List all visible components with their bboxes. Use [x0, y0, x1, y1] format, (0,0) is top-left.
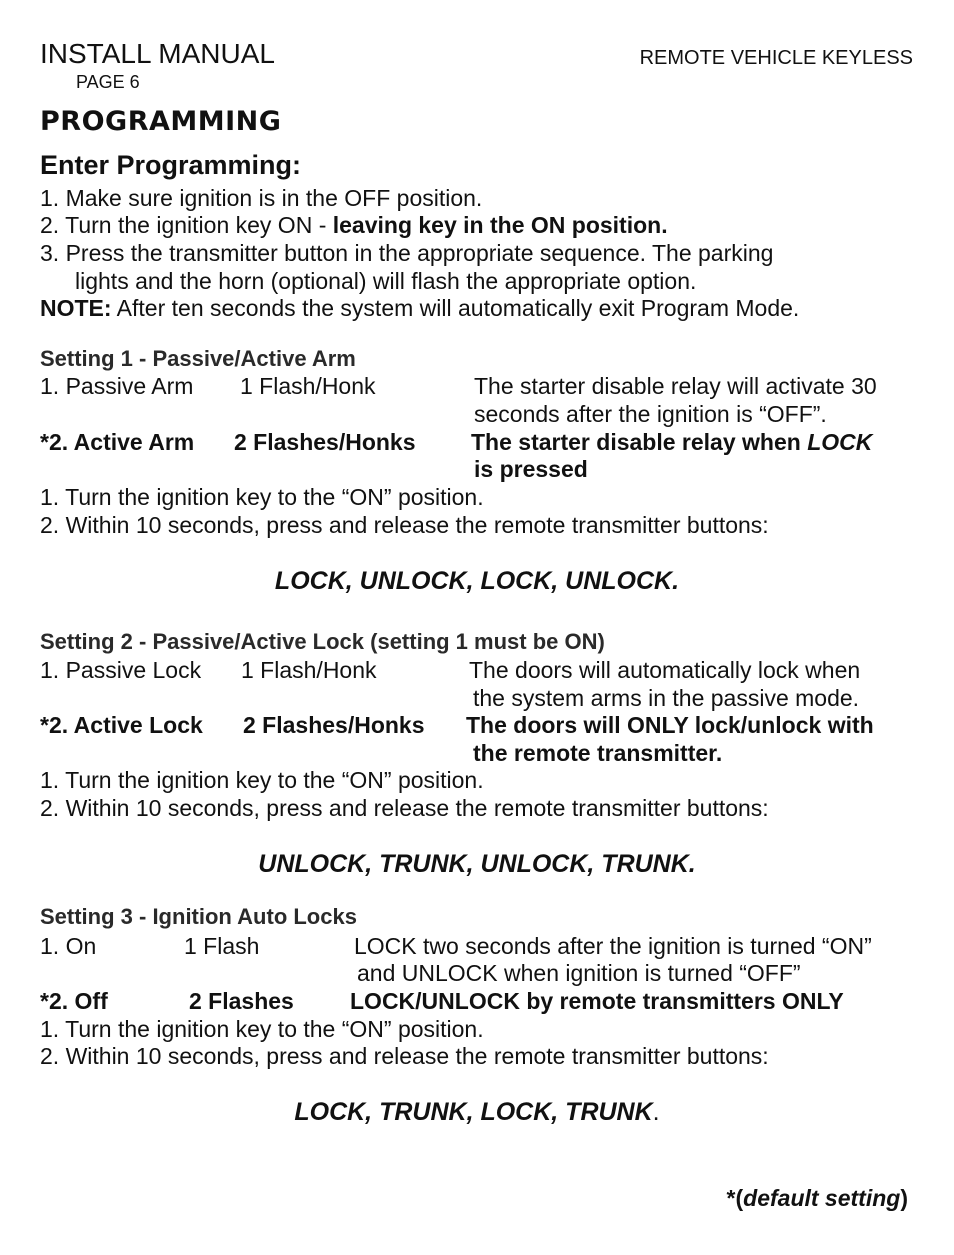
setting-3-opt-2-name: *2. Off — [40, 988, 108, 1014]
setting-3-sequence-period: . — [652, 1098, 660, 1126]
setting-1-opt-2-name: *2. Active Arm — [40, 429, 195, 455]
manual-title: INSTALL MANUAL — [40, 38, 275, 69]
setting-3-opt-2-desc: LOCK/UNLOCK by remote transmitters ONLY — [350, 988, 844, 1014]
note-text: After ten seconds the system will automatically exit Program Mode. — [111, 295, 800, 321]
setting-3-step-1: 1. Turn the ignition key to the “ON” position. — [40, 1016, 484, 1042]
setting-1-opt-1-signal: 1 Flash/Honk — [240, 373, 376, 399]
note-label: NOTE: — [40, 295, 112, 321]
footnote-prefix: *( — [726, 1185, 744, 1211]
enter-step-2-emphasis: leaving key in the ON position. — [332, 212, 668, 238]
setting-2-opt-2-name: *2. Active Lock — [40, 712, 203, 738]
enter-step-2-text: 2. Turn the ignition key ON - — [40, 212, 333, 238]
page-number: PAGE 6 — [76, 72, 140, 92]
setting-1-opt-1-name: 1. Passive Arm — [40, 373, 194, 399]
enter-step-2 — [40, 211, 668, 239]
default-setting-footnote — [727, 1184, 908, 1212]
setting-2-sequence: UNLOCK, TRUNK, UNLOCK, TRUNK. — [258, 850, 696, 878]
enter-programming-heading: Enter Programming: — [40, 150, 302, 180]
setting-3-title: Setting 3 - Ignition Auto Locks — [40, 904, 357, 929]
setting-2-step-2: 2. Within 10 seconds, press and release the remote transmitter buttons: — [40, 795, 769, 821]
setting-1-opt-2-desc-lock: LOCK — [807, 429, 873, 455]
footnote-text: default setting — [743, 1185, 901, 1211]
setting-3-opt-1-signal: 1 Flash — [184, 933, 260, 959]
setting-1-opt-2-desc-2: is pressed — [474, 456, 588, 482]
setting-2-opt-1-desc-1: The doors will automatically lock when — [469, 657, 861, 683]
setting-3-opt-1-desc-1: LOCK two seconds after the ignition is turned “ON” — [354, 933, 872, 959]
enter-step-1: 1. Make sure ignition is in the OFF position. — [40, 185, 483, 211]
setting-3-opt-1-desc-2: and UNLOCK when ignition is turned “OFF” — [357, 960, 801, 986]
setting-2-opt-2-desc-1: The doors will ONLY lock/unlock with — [466, 712, 874, 738]
setting-3-opt-2-signal: 2 Flashes — [189, 988, 294, 1014]
setting-1-opt-1-desc-2: seconds after the ignition is “OFF”. — [474, 401, 827, 427]
enter-step-3-line-2: lights and the horn (optional) will flash the appropriate option. — [75, 268, 697, 294]
setting-3-opt-1-name: 1. On — [40, 933, 97, 959]
setting-2-opt-2-desc-2: the remote transmitter. — [473, 740, 723, 766]
setting-1-step-1: 1. Turn the ignition key to the “ON” position. — [40, 484, 484, 510]
footnote-suffix: ) — [900, 1185, 908, 1211]
setting-2-opt-1-desc-2: the system arms in the passive mode. — [473, 685, 860, 711]
setting-1-opt-2-desc-text: The starter disable relay when — [471, 429, 808, 455]
setting-2-title: Setting 2 - Passive/Active Lock (setting 1 must be ON) — [40, 629, 605, 654]
setting-3-sequence — [0, 1098, 954, 1127]
enter-step-3-line-1: 3. Press the transmitter button in the appropriate sequence. The parking — [40, 240, 774, 266]
setting-2-step-1: 1. Turn the ignition key to the “ON” position. — [40, 767, 484, 793]
note — [40, 294, 799, 322]
setting-1-opt-2-signal: 2 Flashes/Honks — [234, 429, 416, 455]
setting-1-sequence: LOCK, UNLOCK, LOCK, UNLOCK. — [274, 567, 680, 595]
setting-1-opt-1-desc-1: The starter disable relay will activate 30 — [474, 373, 877, 399]
setting-2-opt-1-name: 1. Passive Lock — [40, 657, 202, 683]
setting-1-opt-2-desc-1 — [471, 428, 872, 456]
setting-1-title: Setting 1 - Passive/Active Arm — [40, 346, 356, 371]
setting-2-opt-2-signal: 2 Flashes/Honks — [243, 712, 425, 738]
setting-2-opt-1-signal: 1 Flash/Honk — [241, 657, 377, 683]
setting-3-step-2: 2. Within 10 seconds, press and release the remote transmitter buttons: — [40, 1043, 769, 1069]
setting-3-sequence-text: LOCK, TRUNK, LOCK, TRUNK — [294, 1098, 653, 1126]
section-title: PROGRAMMING — [40, 106, 282, 137]
setting-1-step-2: 2. Within 10 seconds, press and release the remote transmitter buttons: — [40, 512, 769, 538]
product-name: REMOTE VEHICLE KEYLESS — [639, 47, 913, 69]
